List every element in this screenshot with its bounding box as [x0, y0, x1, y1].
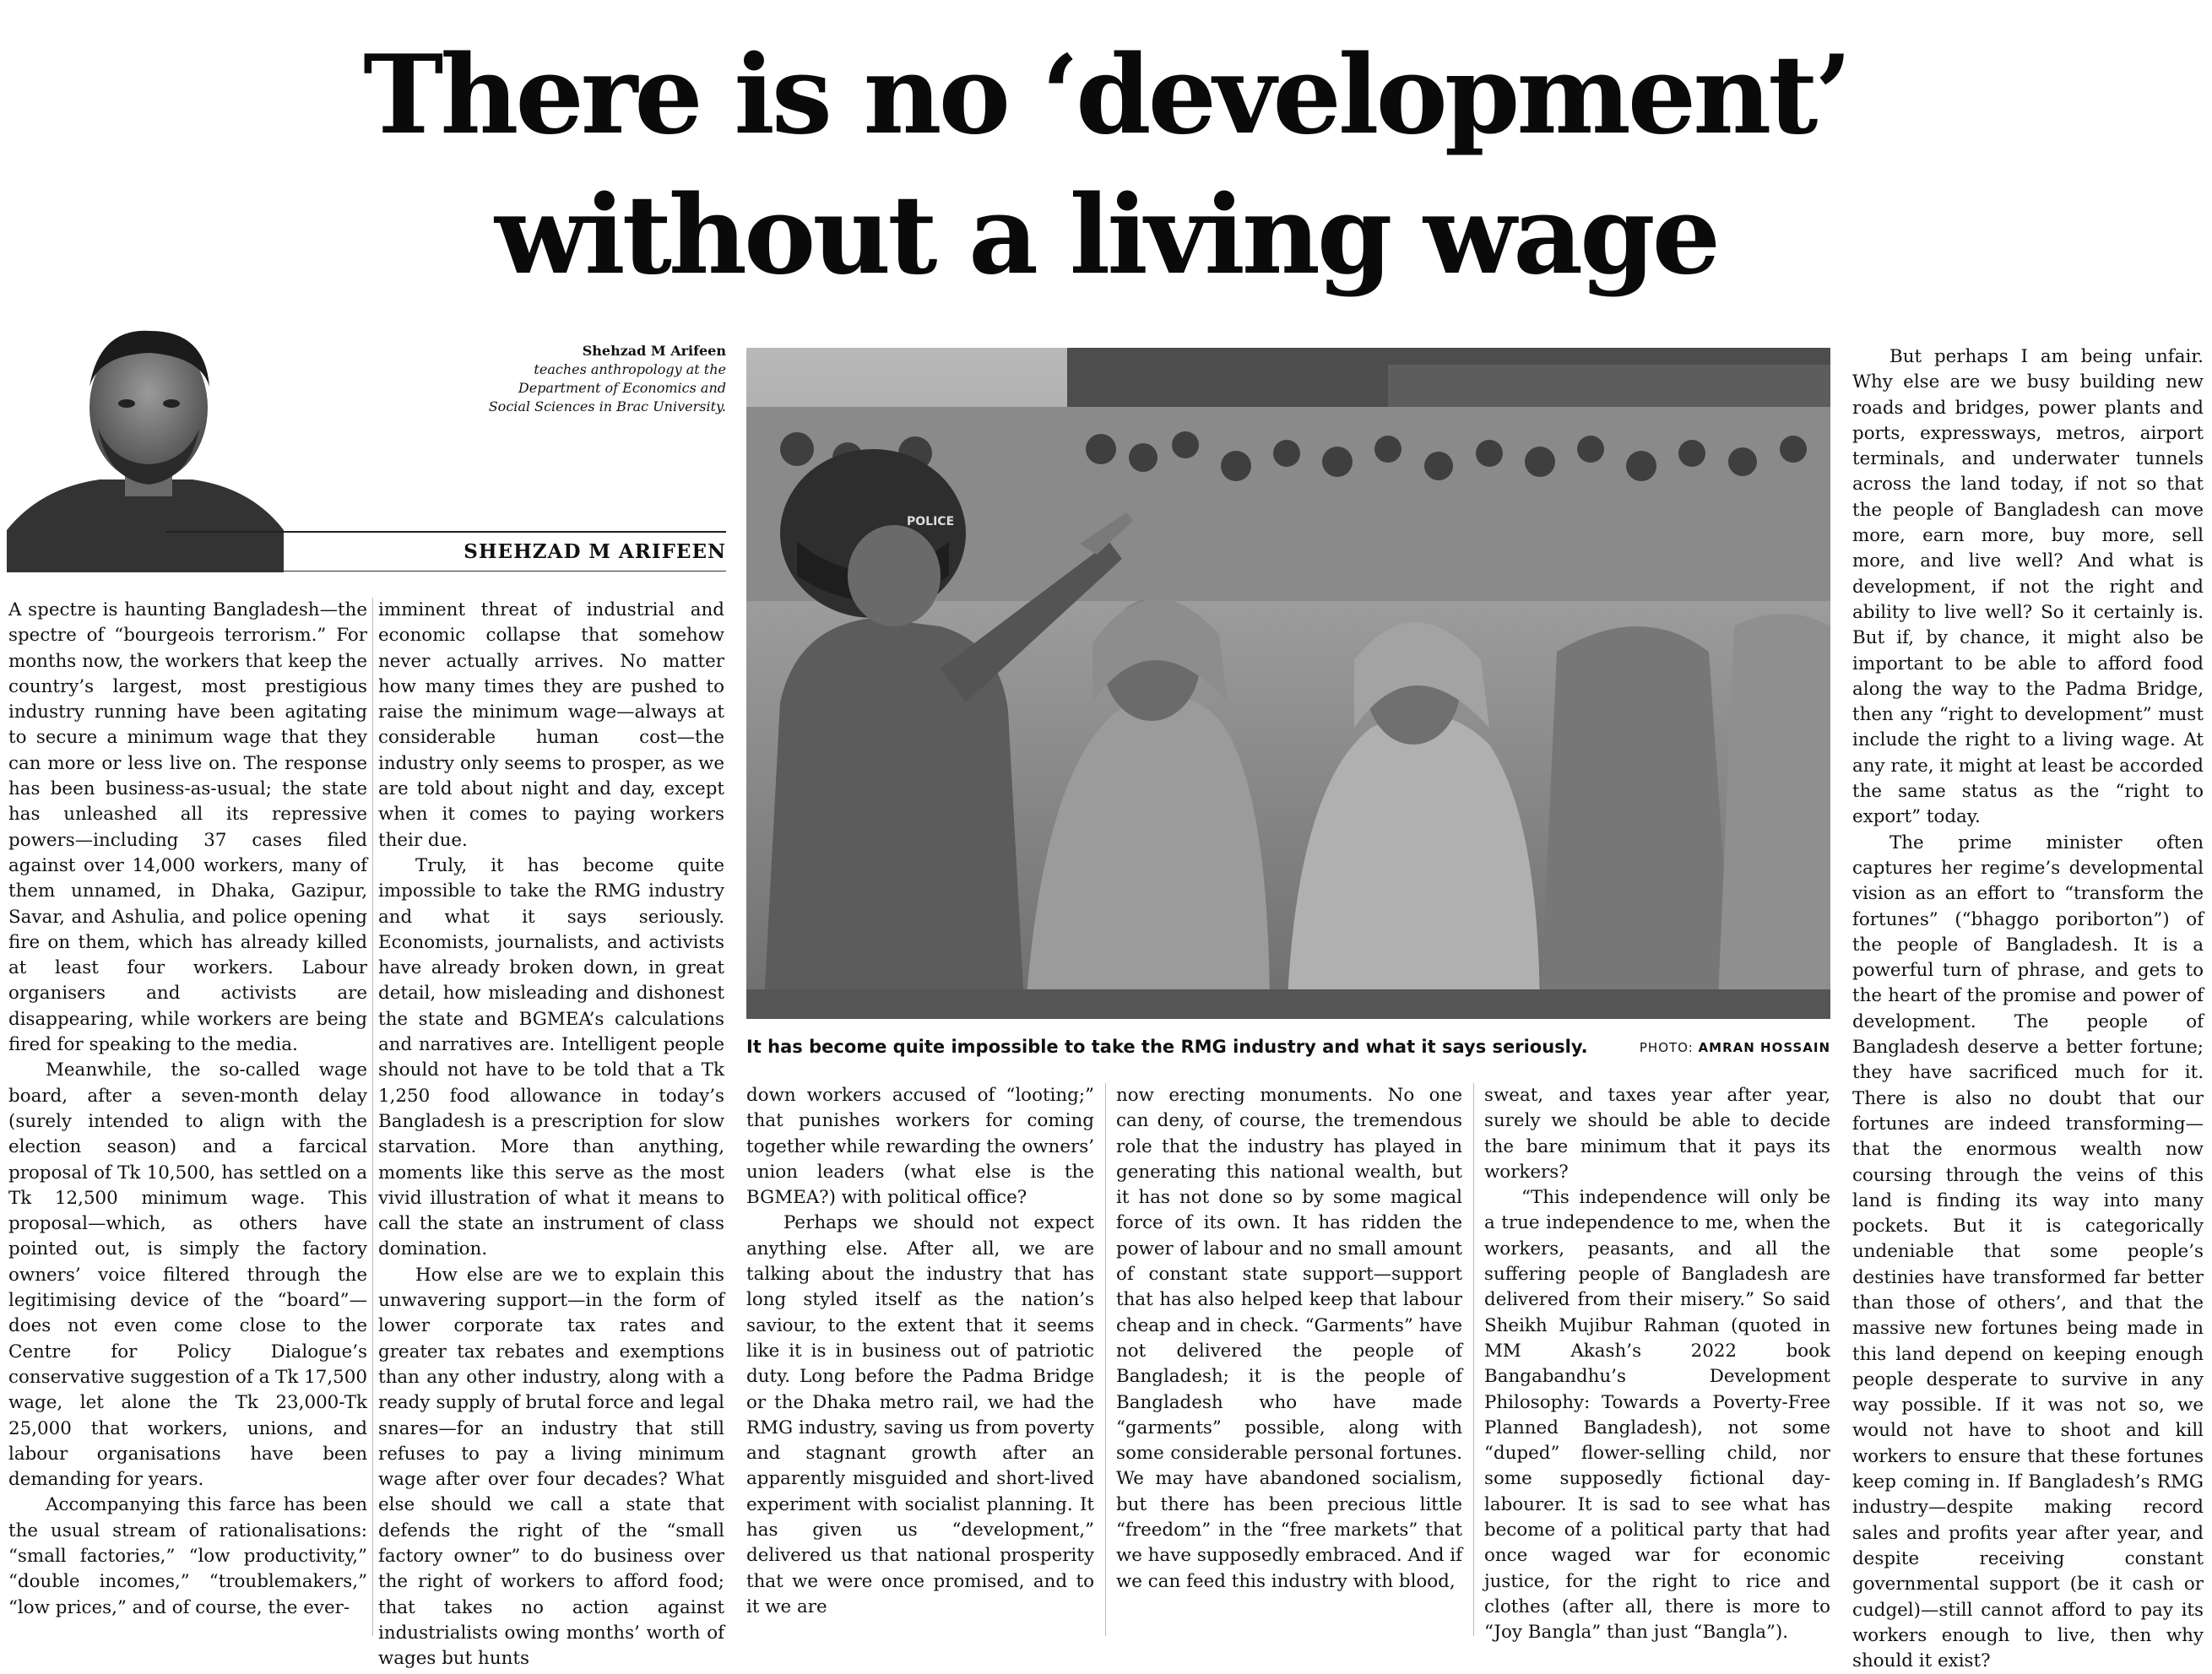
paragraph: Accompanying this farce has been the usual stream of rationalisations: “small factories,” “low productivity,” “double incomes,” “troublemakers,” “low prices,” and of course, the ever-: [8, 1494, 367, 1618]
paragraph: Truly, it has become quite impossible to take the RMG industry and what it says seriously. Economists, journalists, and activists have already broken down, in great detail, how misleading and dishonest the state and BGMEA’s calculations and narratives are. Intelligent people should not have to be told that a Tk 1,250 food allowance in today’s Bangladesh is a prescription for slow starvation. More than anything, moments like this serve as the most vivid illustration of what it means to call the state an instrument of class domination.: [378, 854, 724, 1260]
paragraph: How else are we to explain this unwavering support—in the form of lower corporate tax rates and greater tax rebates and exemptions than any other industry, along with a ready supply of brutal force and legal snares—for an industry that still refuses to pay a living minimum wage after over four decades? What else should we call a state that defends the right of the “small factory owner” to do business over the right of workers to afford food; that takes no action against industrialists owing months’ worth of wages but hunts: [378, 1264, 724, 1670]
paragraph: Perhaps we should not expect anything else. After all, we are talking about the industry that has long styled itself as the nation’s saviour, to the extent that it seems like it is in business out of patriotic duty. Long before the Padma Bridge or the Dhaka metro rail, we had the RMG industry, saving us from poverty and stagnant growth after an apparently misguided and short-lived experiment with socialist planning. It has given us “development,” delivered us that national prosperity that we were once promised, and to it we are: [746, 1212, 1094, 1617]
paragraph: A spectre is haunting Bangladesh—the spectre of “bourgeois terrorism.” For months now, the workers that keep the country’s largest, most prestigious industry running have been agitating to secure a minimum wage that they can more or less live on. The response has been business-as-usual; the state has unleashed all its repressive powers—including 37 cases filed against over 14,000 workers, many of them unnamed, in Dhaka, Gazipur, Savar, and Ashulia, and police opening fire on them, which has already killed at least four workers. Labour organisers and activists are disappearing, while workers are being fired for speaking to the media.: [8, 599, 367, 1056]
headline-line-2: without a living wage: [494, 172, 1718, 299]
paragraph: imminent threat of industrial and economic collapse that somehow never actually arrives. No matter how many times they are pushed to raise the minimum wage—always at considerable human cost—the industry only seems to prosper, as we are told about night and day, except when it comes to paying workers their due.: [378, 599, 724, 851]
column-divider: [1105, 1083, 1106, 1636]
police-helmet-label: POLICE: [907, 515, 955, 528]
column-divider: [1473, 1083, 1474, 1636]
article-column-4: [1116, 1083, 1462, 1640]
paragraph: Meanwhile, the so-called wage board, after a seven-month delay (surely intended to align with the election season) and a farcical proposal of Tk 10,500, has settled on a Tk 12,500 minimum wage. This proposal—which, as others have pointed out, is simply the factory owners’ voice filtered through the legitimising device of the “board”—does not even come close to the Centre for Policy Dialogue’s conservative suggestion of a Tk 17,500 wage, let alone the Tk 23,000-Tk 25,000 that workers, unions, and labour organisations have been demanding for years.: [8, 1059, 368, 1491]
paragraph: “This independence will only be a true independence to me, when the workers, peasants, and all the suffering people of Bangladesh are delivered from their misery.” So said Sheikh Mujibur Rahman (quoted in MM Akash’s 2022 book Bangabandhu’s Development Philosophy: Towards a Poverty-Free Planned Bangladesh), not some “duped” flower-selling child, nor some supposedly fictional day-labourer. It is sad to see what has become of a political party that had once waged war for economic justice, for the right to rice and clothes (after all, there is more to “Joy Bangla” than just “Bangla”).: [1484, 1187, 1830, 1644]
author-bio-line-1: teaches anthropology at the: [534, 361, 726, 377]
photo-credit-name: AMRAN HOSSAIN: [1698, 1040, 1830, 1055]
paragraph: sweat, and taxes year after year, surely we should be able to decide the bare minimum that it pays its workers?: [1484, 1085, 1830, 1183]
paragraph: The prime minister often captures her regime’s developmental vision as an effort to “transform the fortunes” (“bhaggo poriborton”) of the people of Bangladesh. It is a powerful turn of phrase, and gets to the heart of the promise and power of development. The people of Bangladesh deserve a better fortune; they have sacrificed much for it. There is also no doubt that our fortunes are indeed transforming—that the enormous wealth now coursing through the veins of this land is finding its way into many pockets. But it is categorically undeniable that some people’s destinies have transformed far better than those of others’, and that the massive new fortunes being made in this land depend on keeping enough people desperate to survive in any way possible. If it was not so, we would not have to shoot and kill workers to ensure that these fortunes keep coming in. If Bangladesh’s RMG industry—despite making record sales and profits year after year, and despite receiving constant governmental support (be it cash or cudgel)—still cannot afford to pay its workers enough to live, then why should it exist?: [1852, 832, 2204, 1672]
author-bio-line-3: Social Sciences in Brac University.: [488, 398, 726, 414]
paragraph: down workers accused of “looting;” that punishes workers for coming together while rewarding the owners’ union leaders (what else is the BGMEA?) with political office?: [746, 1085, 1094, 1209]
photo-caption: It has become quite impossible to take the RMG industry and what it says seriously.: [746, 1037, 1588, 1057]
article-column-5: [1484, 1083, 1830, 1644]
paragraph: But perhaps I am being unfair. Why else are we busy building new roads and bridges, power plants and ports, expressways, metros, airport terminals, and underwater tunnels across the land today, if not so that the people of Bangladesh can move more, earn more, buy more, sell more, and live well? And what is development, if not the right and ability to live well? So it certainly is. But if, by chance, it might also be important to be able to afford food along the way to the Padma Bridge, then any “right to development” must include the right to a living wage. At any rate, it might at least be accorded the same status as the “right to export” today.: [1852, 346, 2204, 828]
author-name: Shehzad M Arifeen: [582, 343, 726, 359]
news-photo: [746, 348, 1830, 1019]
author-bio: [355, 342, 726, 416]
author-bio-line-2: Department of Economics and: [518, 380, 726, 396]
article-column-2: [378, 598, 724, 1670]
photo-credit-label: PHOTO:: [1639, 1040, 1694, 1055]
byline-divider: [165, 531, 726, 533]
headline-line-1: There is no ‘development’: [363, 32, 1849, 159]
column-divider: [372, 598, 373, 1636]
article-column-6: [1852, 344, 2204, 1672]
paragraph: now erecting monuments. No one can deny, of course, the tremendous role that the industry has played in generating this national wealth, but it has not done so by some magical force of its own. It has ridden the power of labour and no small amount of constant state support—support that has also helped keep that labour cheap and in check. “Garments” have not delivered the people of Bangladesh; it is the people of Bangladesh who have made “garments” possible, along with some considerable personal fortunes. We may have abandoned socialism, but there has been precious little “freedom” in the “free markets” that we have supposedly embraced. And if we can feed this industry with blood,: [1116, 1085, 1462, 1592]
byline: SHEHZAD M ARIFEEN: [464, 540, 726, 563]
photo-credit: [1587, 1040, 1830, 1055]
author-portrait: [7, 319, 284, 572]
byline-divider-bottom: [7, 571, 726, 572]
article-column-1: [8, 598, 367, 1638]
article-column-3: [746, 1083, 1094, 1640]
headline: [0, 25, 2212, 306]
